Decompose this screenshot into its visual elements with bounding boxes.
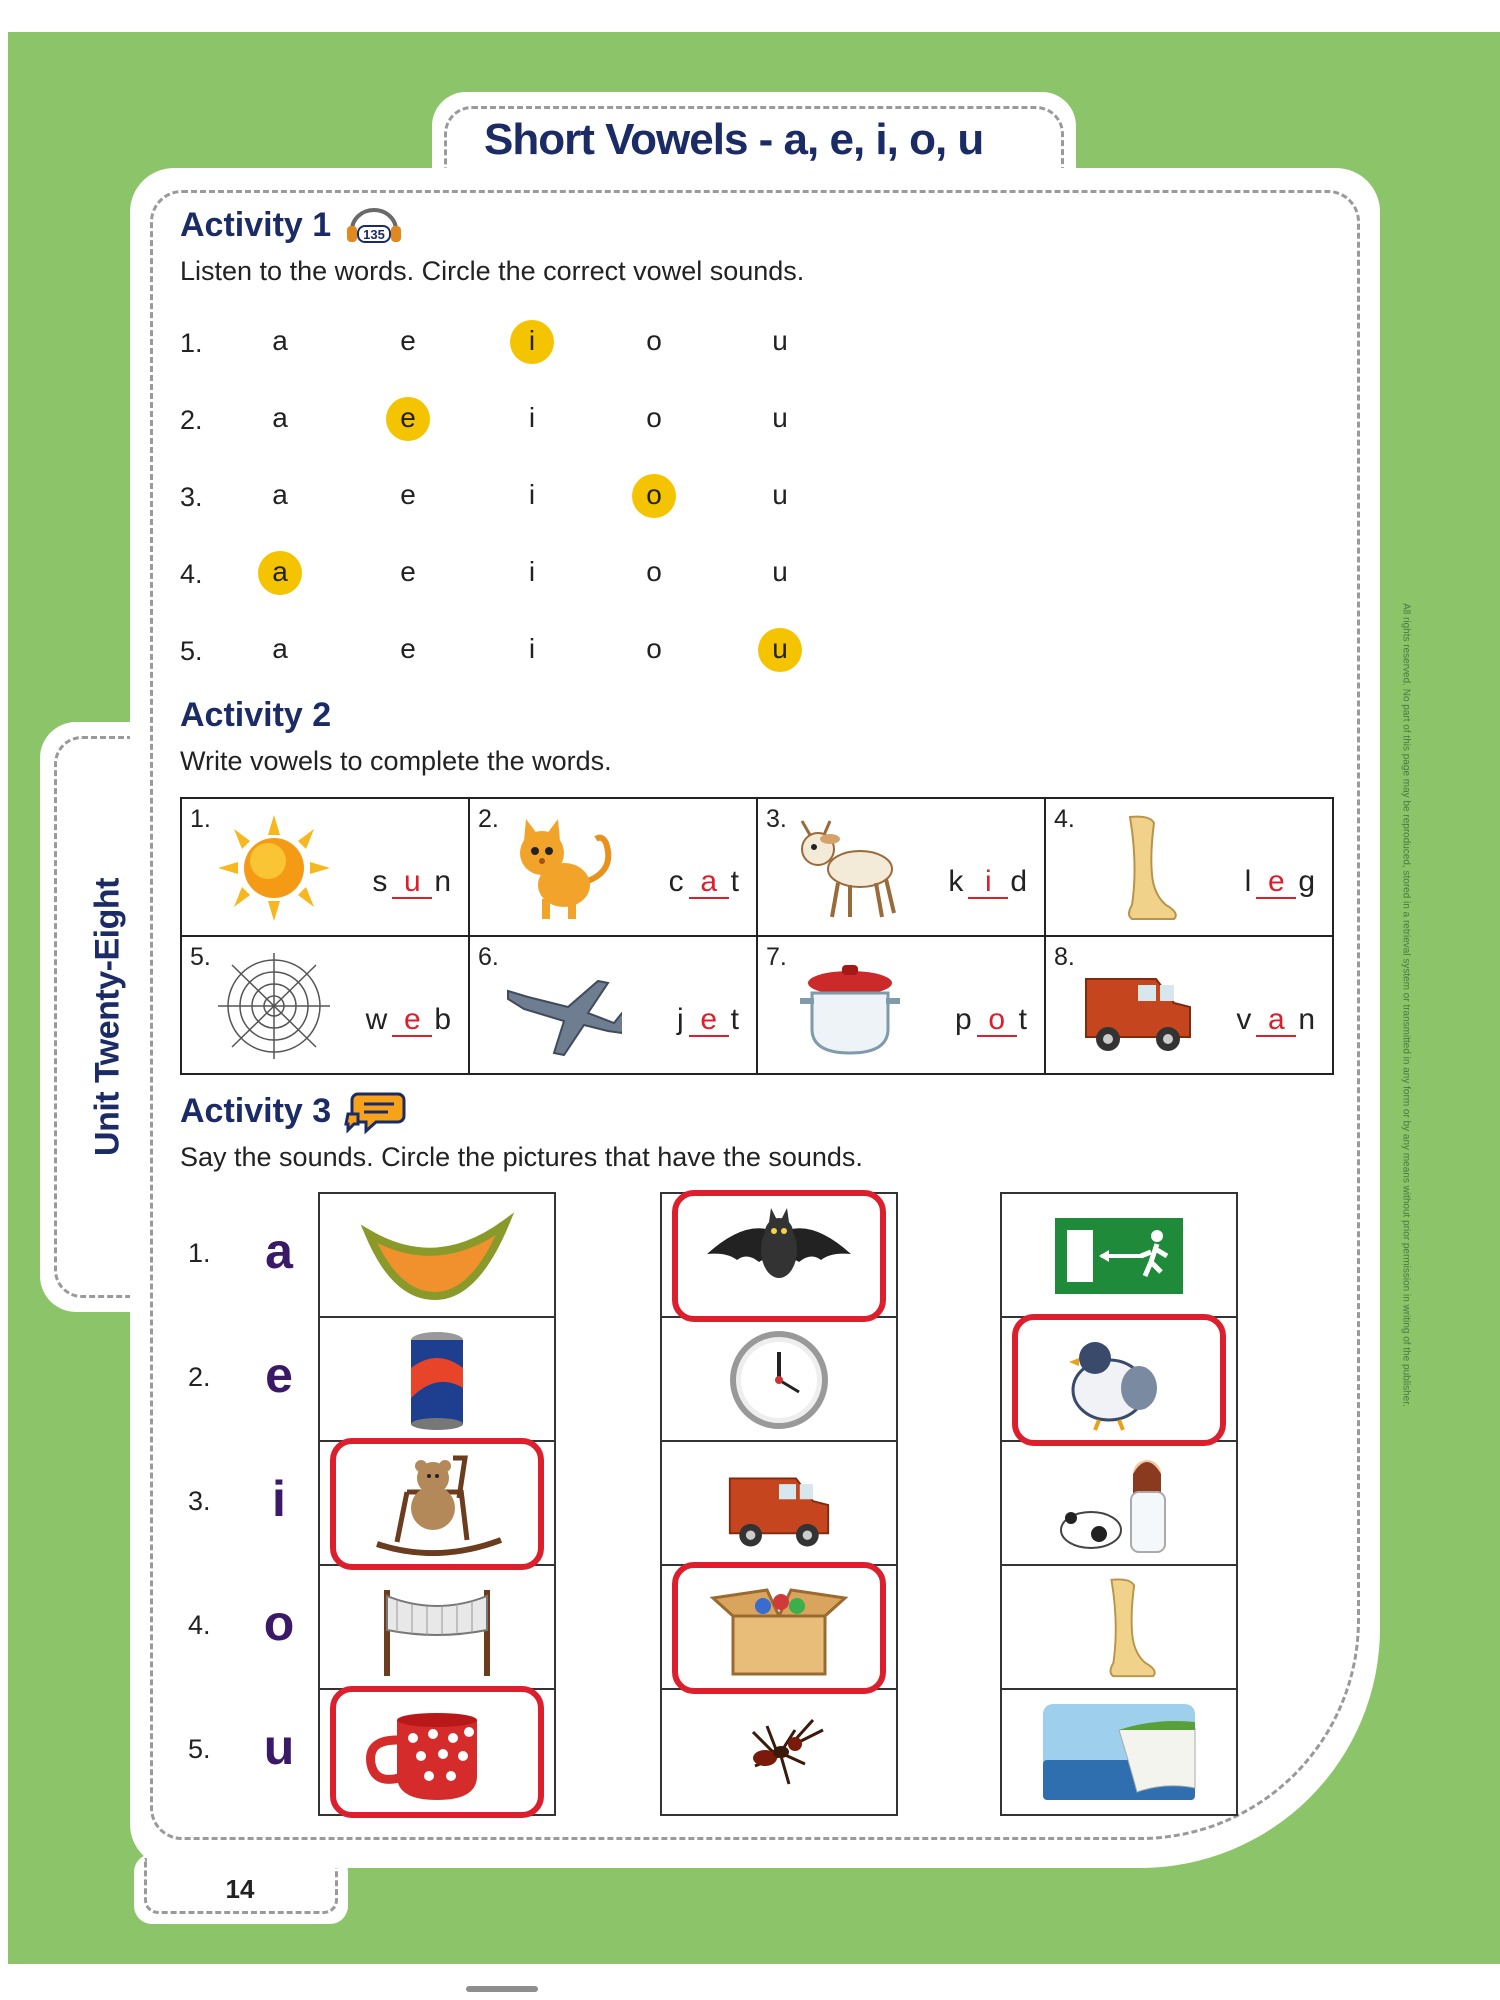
activity2-word xyxy=(677,1003,742,1037)
word-first-letter: s xyxy=(372,865,391,898)
vowel-answer-blank[interactable]: e xyxy=(689,1005,729,1037)
vowel-answer-blank[interactable]: a xyxy=(1256,1005,1296,1037)
speech-bubbles-icon xyxy=(344,1088,406,1138)
kid-picture xyxy=(790,813,910,923)
answer-circle xyxy=(330,1438,544,1570)
activity1-row-number: 5. xyxy=(180,636,203,666)
word-last-letter: t xyxy=(1018,1003,1030,1036)
activity2-item-number: 3. xyxy=(766,805,787,833)
activity2-word-cell xyxy=(182,937,470,1075)
activity2-item-number: 5. xyxy=(190,943,211,971)
vowel-answer-blank[interactable]: a xyxy=(689,867,729,899)
can-picture[interactable] xyxy=(320,1318,554,1442)
activity2-word xyxy=(669,865,742,899)
activity1-vowel-option[interactable]: i xyxy=(528,479,536,510)
activity1-vowel-option[interactable]: a xyxy=(272,325,288,356)
activity2-item-number: 4. xyxy=(1054,805,1075,833)
activity1-vowel-option[interactable]: e xyxy=(400,325,416,356)
activity3-row-number: 5. xyxy=(188,1734,211,1764)
activity3-vowel-letter: e xyxy=(265,1347,293,1403)
exit-picture[interactable] xyxy=(1002,1194,1236,1318)
vet-picture[interactable] xyxy=(1002,1442,1236,1566)
activity1-vowel-option[interactable]: a xyxy=(272,479,288,510)
vowel-answer-blank[interactable]: e xyxy=(1256,867,1296,899)
activity2-word xyxy=(372,865,454,899)
activity1-vowel-option[interactable]: e xyxy=(400,556,416,587)
van-picture[interactable] xyxy=(662,1442,896,1566)
activity1-vowel-option[interactable]: i xyxy=(510,320,554,364)
activity2-item-number: 2. xyxy=(478,805,499,833)
activity1-vowel-option[interactable]: o xyxy=(646,556,662,587)
activity3-vowel-letter: o xyxy=(263,1595,295,1651)
audio-headphones-icon[interactable] xyxy=(344,206,404,246)
word-last-letter: n xyxy=(1298,1003,1318,1036)
activity2-word-cell xyxy=(758,799,1046,937)
activity1-vowel-option[interactable]: o xyxy=(632,474,676,518)
jet-picture xyxy=(502,951,622,1061)
activity2-word xyxy=(1236,1003,1318,1037)
activity2-word xyxy=(1245,865,1318,899)
activity1-vowel-option[interactable]: i xyxy=(528,633,536,664)
activity2-word xyxy=(948,865,1030,899)
net-picture[interactable] xyxy=(320,1566,554,1690)
activity2-word-table xyxy=(180,797,1334,1075)
activity2-word-cell xyxy=(470,937,758,1075)
activity3-vowel-letter: a xyxy=(265,1223,293,1279)
activity2-word-cell xyxy=(182,799,470,937)
pot-picture xyxy=(790,951,910,1061)
activity3-vowel-letter: i xyxy=(272,1471,286,1527)
activity2-instruction: Write vowels to complete the words. xyxy=(180,746,612,776)
activity1-vowel-option[interactable]: a xyxy=(258,551,302,595)
answer-circle xyxy=(1012,1314,1226,1446)
activity1-vowel-option[interactable]: e xyxy=(400,633,416,664)
cat-picture xyxy=(502,813,622,923)
activity1-vowel-option[interactable]: o xyxy=(646,633,662,664)
activity1-row-number: 2. xyxy=(180,405,203,435)
unit-label: Unit Twenty-Eight xyxy=(88,878,127,1156)
vowel-answer-blank[interactable]: o xyxy=(977,1005,1017,1037)
page-title: Short Vowels - a, e, i, o, u xyxy=(484,115,984,164)
activity3-instruction: Say the sounds. Circle the pictures that have the sounds. xyxy=(180,1142,863,1172)
answer-circle xyxy=(672,1190,886,1322)
activity2-item-number: 6. xyxy=(478,943,499,971)
word-first-letter: k xyxy=(948,865,967,898)
word-last-letter: b xyxy=(434,1003,454,1036)
activity1-vowel-option[interactable]: o xyxy=(646,402,662,433)
activity1-vowel-option[interactable]: u xyxy=(772,325,788,356)
word-last-letter: n xyxy=(434,865,454,898)
activity2-word xyxy=(955,1003,1030,1037)
vowel-answer-blank[interactable]: u xyxy=(392,867,432,899)
vowel-answer-blank[interactable]: i xyxy=(968,867,1008,899)
activity1-row-number: 4. xyxy=(180,559,203,589)
activity3-vowel-letter: u xyxy=(263,1719,295,1775)
activity2-word-cell xyxy=(1046,937,1332,1075)
word-last-letter: d xyxy=(1010,865,1030,898)
activity1-vowel-option[interactable]: u xyxy=(772,479,788,510)
activity1-instruction: Listen to the words. Circle the correct vowel sounds. xyxy=(180,256,805,286)
activity3-row-number: 3. xyxy=(188,1486,211,1516)
activity2-word-cell xyxy=(758,937,1046,1075)
audio-track-number: 135 xyxy=(363,227,385,242)
activity2-title: Activity 2 xyxy=(180,696,332,734)
vowel-answer-blank[interactable]: e xyxy=(392,1005,432,1037)
word-last-letter: t xyxy=(730,1003,742,1036)
answer-circle xyxy=(330,1686,544,1818)
copyright-notice: All rights reserved. No part of this page may be reproduced, stored in a retrieval system or transmitted in any form or by any means without prior permission in writing of the publisher. xyxy=(1400,603,1412,1407)
word-first-letter: w xyxy=(365,1003,391,1036)
leg-picture xyxy=(1078,813,1198,923)
activity1-vowel-option[interactable]: e xyxy=(386,397,430,441)
sun-picture xyxy=(214,813,334,923)
activity1-row-number: 1. xyxy=(180,328,203,358)
activity1-vowel-option[interactable]: a xyxy=(272,402,288,433)
word-first-letter: l xyxy=(1244,865,1255,898)
leg-picture[interactable] xyxy=(1002,1566,1236,1690)
activity3-row-number: 2. xyxy=(188,1362,211,1392)
answer-circle xyxy=(672,1562,886,1694)
activity1-vowel-option[interactable]: e xyxy=(400,479,416,510)
page-number: 14 xyxy=(225,1874,255,1904)
word-last-letter: g xyxy=(1298,865,1318,898)
activity3-row-number: 4. xyxy=(188,1610,211,1640)
activity1-vowel-option[interactable]: i xyxy=(528,556,536,587)
activity1-vowel-option[interactable]: u xyxy=(758,628,802,672)
activity3-picture-column xyxy=(1000,1192,1238,1816)
activity1-row-number: 3. xyxy=(180,482,203,512)
activity1-vowel-option[interactable]: o xyxy=(646,325,662,356)
activity2-item-number: 7. xyxy=(766,943,787,971)
word-first-letter: v xyxy=(1236,1003,1255,1036)
word-first-letter: c xyxy=(668,865,687,898)
activity3-row-number: 1. xyxy=(188,1238,211,1268)
activity2-word xyxy=(366,1003,454,1037)
activity2-word-cell xyxy=(470,799,758,937)
clock-picture[interactable] xyxy=(662,1318,896,1442)
cliff-picture[interactable] xyxy=(1002,1690,1236,1814)
web-picture xyxy=(214,951,334,1061)
activity3-title: Activity 3 xyxy=(180,1092,332,1130)
word-first-letter: p xyxy=(954,1003,975,1036)
home-indicator-bar[interactable] xyxy=(466,1986,538,1992)
melon-picture[interactable] xyxy=(320,1194,554,1318)
activity1-vowel-option[interactable]: a xyxy=(272,633,288,664)
activity1-vowel-option[interactable]: u xyxy=(772,556,788,587)
activity1-title: Activity 1 xyxy=(180,206,332,244)
word-first-letter: j xyxy=(676,1003,687,1036)
activity2-item-number: 1. xyxy=(190,805,211,833)
activity2-item-number: 8. xyxy=(1054,943,1075,971)
activity1-vowel-option[interactable]: u xyxy=(772,402,788,433)
van-picture xyxy=(1078,951,1198,1061)
ant-picture[interactable] xyxy=(662,1690,896,1814)
word-last-letter: t xyxy=(730,865,742,898)
activity2-word-cell xyxy=(1046,799,1332,937)
activity1-vowel-option[interactable]: i xyxy=(528,402,536,433)
